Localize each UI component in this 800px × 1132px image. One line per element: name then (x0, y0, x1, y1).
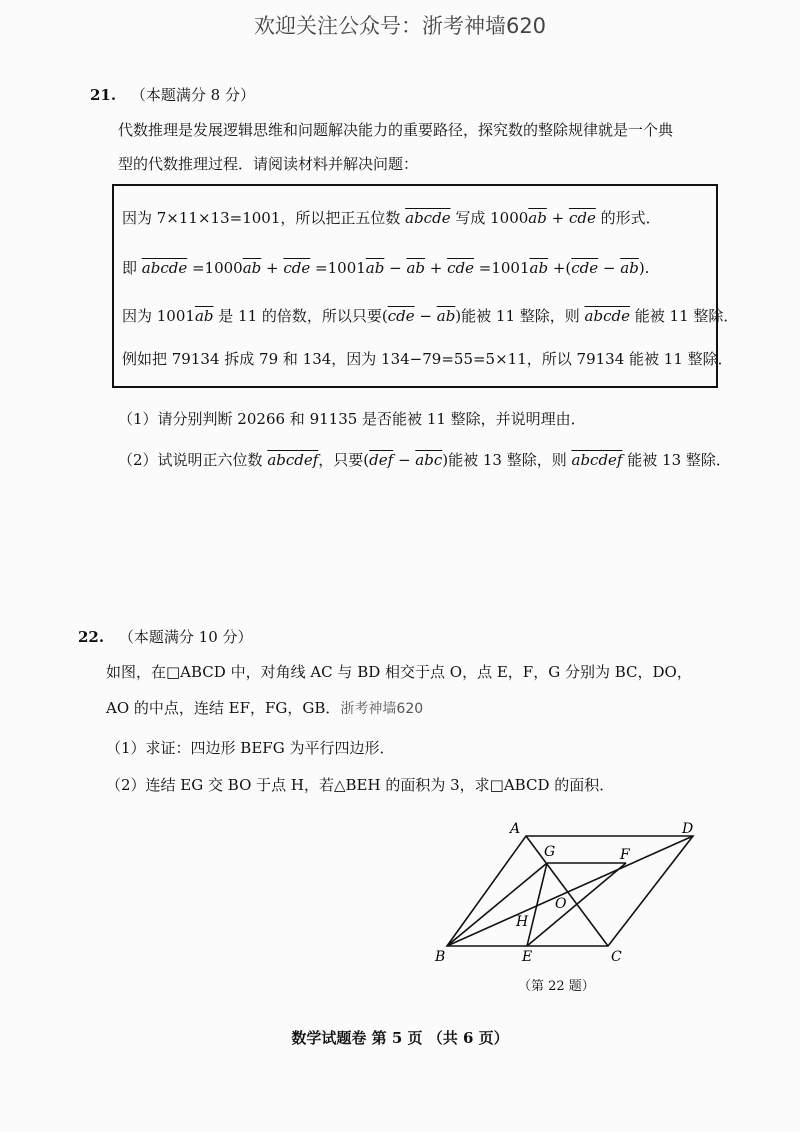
overline-cde: $\overline{cde}$ (387, 307, 415, 325)
overline-ab: $\overline{ab}$ (365, 259, 385, 277)
q21-intro-line2: 型的代数推理过程．请阅读材料并解决问题： (118, 155, 419, 173)
material-line2 (122, 257, 649, 278)
label-E: E (522, 949, 533, 965)
text: )能被 11 整除，则 (455, 307, 585, 325)
text: AO 的中点，连结 EF，FG，GB． (106, 699, 341, 717)
q21-part1: （1）请分别判断 20266 和 91135 是否能被 11 整除，并说明理由． (118, 410, 586, 428)
text: − (384, 259, 407, 277)
label-C: C (611, 949, 622, 965)
q22-part1: （1）求证：四边形 BEFG 为平行四边形． (106, 739, 395, 757)
overline-cde: $\overline{cde}$ (447, 259, 474, 277)
label-D: D (682, 821, 694, 837)
q22-line1: 如图，在□ABCD 中，对角线 AC 与 BD 相交于点 O，点 E，F，G 分别为 BC，DO， (106, 663, 692, 681)
q22-part2: （2）连结 EG 交 BO 于点 H，若△BEH 的面积为 3，求□ABCD 的面积． (106, 776, 615, 794)
overline-abcde: abcde (405, 209, 451, 227)
segment-EF (527, 863, 626, 946)
overline-cde: $\overline{cde}$ (283, 259, 311, 277)
diagonal-AC (526, 836, 608, 946)
q22-heading (78, 626, 253, 647)
text: − (598, 259, 621, 277)
text: 能被 11 整除． (629, 307, 739, 325)
q21-intro-line1: 代数推理是发展逻辑思维和问题解决能力的重要路径，探究数的整除规律就是一个典 (118, 121, 674, 139)
segment-EG (527, 863, 547, 946)
figure-caption: （第 22 题） (518, 979, 595, 994)
text: +( (548, 259, 572, 277)
text: 能被 13 整除． (622, 451, 731, 469)
q21-score: （本题满分 8 分） (130, 86, 255, 104)
label-G: G (544, 844, 556, 860)
overline-abcde: abcde (141, 259, 188, 277)
material-line1 (122, 207, 661, 228)
label-B: B (435, 949, 446, 965)
q22-number: 22. (78, 628, 105, 646)
text: 写成 1000 (450, 209, 529, 227)
text: ). (638, 259, 650, 277)
text: =1001 (474, 259, 530, 277)
overline-ab: $\overline{ab}$ (406, 259, 425, 277)
overline-def: $\overline{def}$ (369, 451, 394, 469)
label-H: H (516, 914, 529, 930)
text: （2）试说明正六位数 (118, 451, 268, 469)
overline-ab: $\overline{ab}$ (242, 259, 262, 277)
material-line4: 例如把 79134 拆成 79 和 134，因为 134−79=55=5×11，所以 79134 能被 11 整除． (122, 350, 733, 368)
inline-watermark: 浙考神墙620 (340, 701, 424, 717)
text: − (393, 451, 416, 469)
text: + (425, 259, 448, 277)
text: 的形式． (595, 209, 661, 227)
text: − (414, 307, 437, 325)
q22-score: （本题满分 10 分） (118, 628, 253, 646)
text: 即 (122, 259, 142, 277)
q21-part2 (118, 449, 731, 470)
diagonal-BD (447, 836, 693, 946)
text: 因为 7×11×13=1001，所以把正五位数 (122, 209, 406, 227)
label-A: A (510, 821, 521, 837)
overline-ab: $\overline{ab}$ (436, 307, 456, 325)
q22-line2 (106, 697, 423, 718)
q21-heading (90, 84, 255, 105)
overline-abcdef: abcdef (267, 451, 319, 469)
text: + (546, 209, 569, 227)
overline-ab: $\overline{ab}$ (194, 307, 214, 325)
overline-abcde: abcde (584, 307, 630, 325)
page-header-watermark: 欢迎关注公众号：浙考神墙620 (253, 14, 547, 38)
overline-ab: $\overline{ab}$ (620, 259, 639, 277)
text: )能被 13 整除，则 (442, 451, 572, 469)
overline-ab: $\overline{ab}$ (529, 259, 549, 277)
overline-cde: $\overline{cde}$ (568, 209, 596, 227)
parallelogram-figure (420, 815, 710, 975)
text: =1001 (310, 259, 366, 277)
overline-abc: $\overline{abc}$ (415, 451, 443, 469)
text: + (261, 259, 284, 277)
overline-abcdef: abcdef (571, 451, 623, 469)
overline-cde: $\overline{cde}$ (571, 259, 599, 277)
page-footer: 数学试题卷 第 5 页 （共 6 页） (291, 1029, 509, 1047)
text: =1000 (187, 259, 243, 277)
text: 因为 1001 (122, 307, 195, 325)
q21-number: 21. (90, 86, 117, 104)
text: 是 11 的倍数，所以只要( (213, 307, 388, 325)
label-O: O (555, 896, 567, 912)
material-line3 (122, 305, 738, 326)
overline-ab: $\overline{ab}$ (528, 209, 547, 227)
label-F: F (620, 847, 630, 863)
text: ，只要( (318, 451, 370, 469)
